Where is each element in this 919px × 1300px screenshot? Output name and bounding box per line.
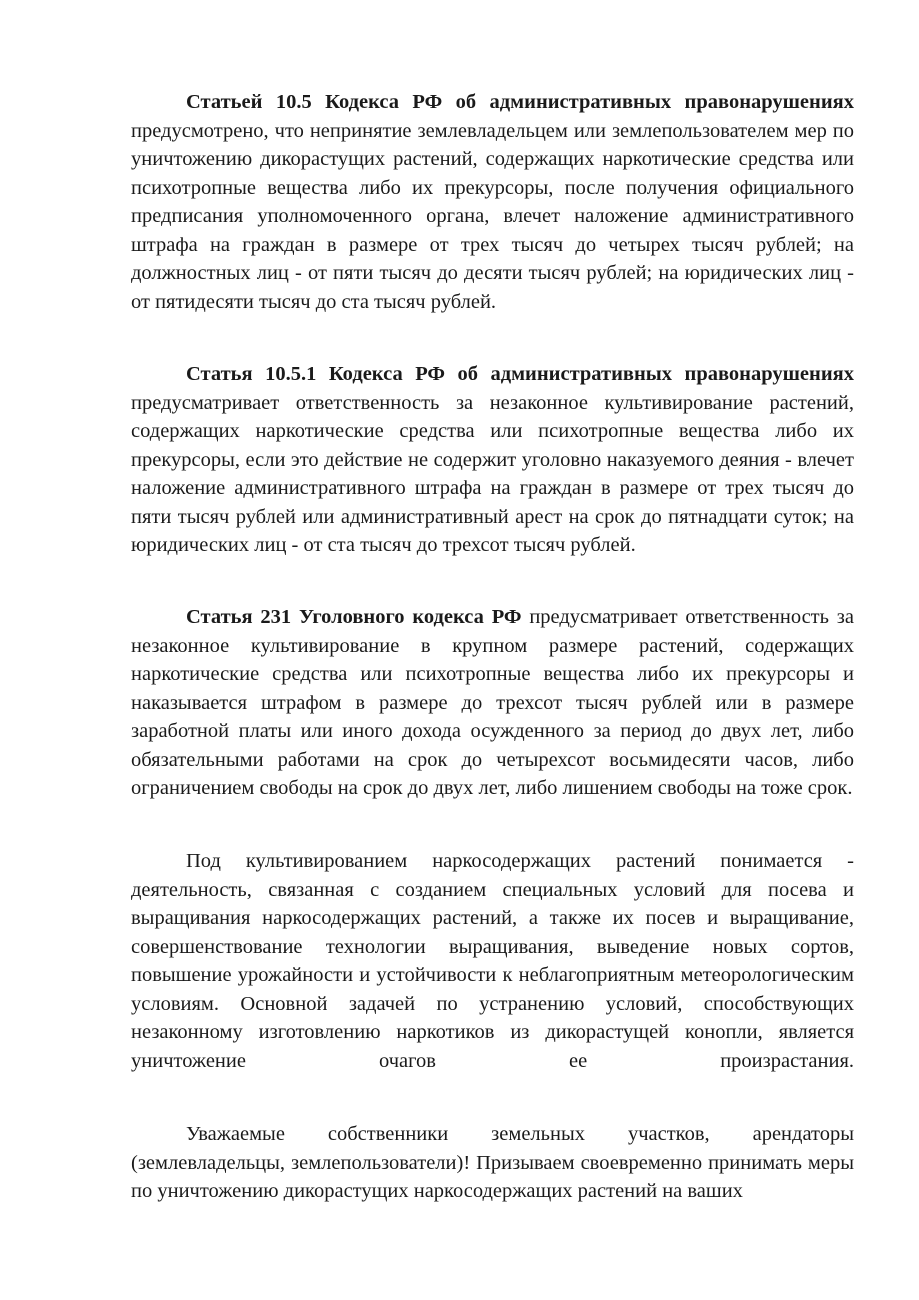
article-231-heading: Статья 231 Уголовного кодекса РФ	[186, 606, 522, 628]
paragraph-article-231	[131, 603, 854, 803]
paragraph-cultivation-definition	[131, 847, 854, 1075]
paragraph-article-10-5	[131, 88, 854, 316]
article-10-5-heading: Статьей 10.5 Кодекса РФ об административных правонарушениях	[186, 91, 854, 113]
article-10-5-text: предусмотрено, что непринятие землевладельцем или землепользователем мер по уничтожению дикорастущих растений, содержащих наркотические средства или психотропные вещества либо их прекурсоры, после получения официального предписания уполномоченного органа, влечет наложение административного штрафа на граждан в размере от трех тысяч до четырех тысяч рублей; на должностных лиц - от пяти тысяч до десяти тысяч рублей; на юридических лиц - от пятидесяти тысяч до ста тысяч рублей.	[131, 119, 854, 313]
article-10-5-1-text: предусматривает ответственность за незаконное культивирование растений, содержащих наркотические средства или психотропные вещества либо их прекурсоры, если это действие не содержит уголовно наказуемого деяния - влечет наложение административного штрафа на граждан в размере от трех тысяч до пяти тысяч рублей или административный арест на срок до пятнадцати суток; на юридических лиц - от ста тысяч до трехсот тысяч рублей.	[131, 391, 854, 556]
appeal-text: Уважаемые собственники земельных участков, арендаторы (землевладельцы, землепользователи)! Призываем своевременно принимать меры по уничтожению дикорастущих наркосодержащих растений на ваших	[131, 1123, 854, 1202]
paragraph-appeal	[131, 1120, 854, 1206]
paragraph-article-10-5-1	[131, 360, 854, 560]
article-231-text: предусматривает ответственность за незаконное культивирование в крупном размере растений, содержащих наркотические средства или психотропные вещества либо их прекурсоры и наказывается штрафом в размере до трехсот тысяч рублей или в размере заработной платы или иного дохода осужденного за период до двух лет, либо обязательными работами на срок до четырехсот восьмидесяти часов, либо ограничением свободы на срок до двух лет, либо лишением свободы на тоже срок.	[131, 606, 854, 799]
article-10-5-1-heading: Статья 10.5.1 Кодекса РФ об административных правонарушениях	[186, 363, 854, 385]
cultivation-definition-text: Под культивированием наркосодержащих растений понимается - деятельность, связанная с созданием специальных условий для посева и выращивания наркосодержащих растений, а также их посев и выращивание, совершенствование технологии выращивания, выведение новых сортов, повышение урожайности и устойчивости к неблагоприятным метеорологическим условиям. Основной задачей по устранению условий, способствующих незаконному изготовлению наркотиков из дикорастущей конопли, является уничтожение очагов ее произрастания.	[131, 850, 854, 1072]
